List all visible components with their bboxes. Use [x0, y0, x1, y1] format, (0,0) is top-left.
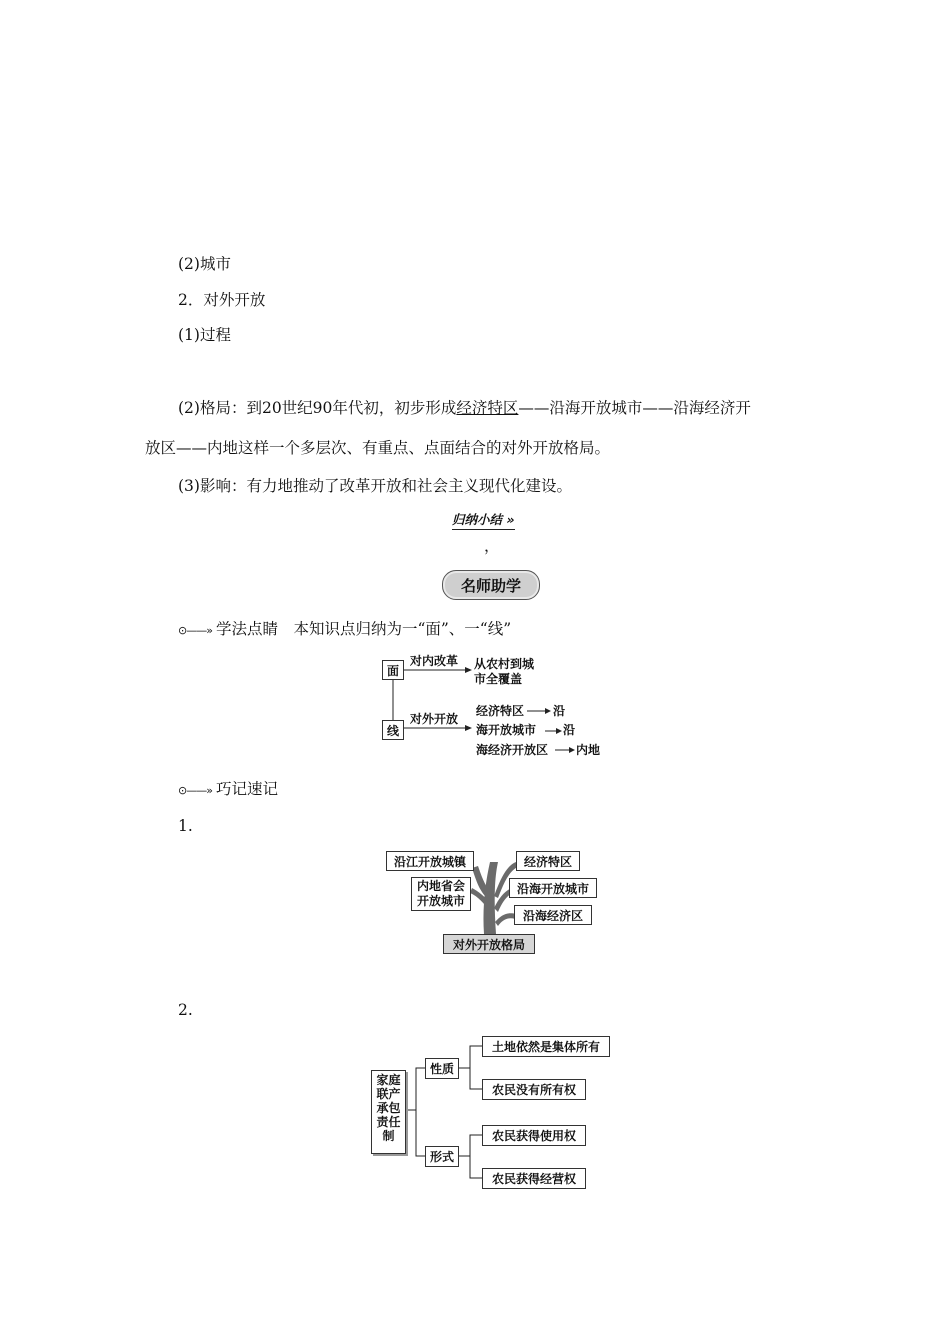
system-root-line1: 家庭 — [376, 1073, 401, 1087]
sequence-1: 经济特区 — [476, 704, 525, 718]
heading-city: (2)城市 — [178, 255, 231, 273]
pattern-text-post: ——沿海开放城市——沿海经济开 — [518, 399, 751, 417]
tree-left-2-line2: 开放城市 — [416, 894, 465, 908]
label-external-opening: 对外开放 — [410, 712, 459, 726]
teacher-help-badge: 名师助学 — [442, 570, 540, 600]
tree-root: 对外开放格局 — [443, 934, 535, 954]
sequence-2-tail: 沿 — [563, 723, 576, 737]
sequence-3: 海经济开放区 — [476, 743, 549, 757]
system-root-line3: 承包 — [376, 1101, 401, 1115]
tree-right-1: 经济特区 — [516, 851, 580, 871]
pattern-underlined: 经济特区 — [456, 399, 519, 417]
heading-opening: 2．对外开放 — [178, 291, 266, 309]
sequence-3-tail: 内地 — [576, 743, 601, 757]
box-mian: 面 — [382, 660, 404, 680]
system-nature: 性质 — [425, 1058, 459, 1079]
system-nature-2: 农民没有所有权 — [482, 1079, 586, 1100]
item-number-2: 2. — [178, 1001, 193, 1019]
system-root-line5: 制 — [382, 1129, 395, 1143]
system-form-2: 农民获得经营权 — [482, 1168, 586, 1189]
internal-result-1: 从农村到城 — [474, 657, 535, 671]
tree-left-2-line1: 内地省会 — [416, 879, 465, 893]
box-xian: 线 — [382, 720, 404, 740]
sequence-2: 海开放城市 — [476, 723, 537, 737]
tree-right-2: 沿海开放城市 — [509, 878, 597, 898]
system-root — [371, 1070, 406, 1154]
bullet-arrow-icon: ⊙——» — [178, 784, 212, 797]
internal-result-2: 市全覆盖 — [474, 672, 523, 686]
paragraph-pattern-cont: 放区——内地这样一个多层次、有重点、点面结合的对外开放格局。 — [145, 439, 611, 457]
heading-process: (1)过程 — [178, 326, 231, 344]
double-chevron-icon: » — [506, 512, 515, 527]
tree-right-3: 沿海经济区 — [514, 905, 592, 925]
pattern-text-pre: (2)格局：到20世纪90年代初，初步形成 — [178, 399, 457, 417]
summary-label: 归纳小结 — [452, 512, 503, 527]
system-form: 形式 — [425, 1146, 459, 1167]
bullet-arrow-icon: ⊙——» — [178, 624, 212, 637]
system-nature-1: 土地依然是集体所有 — [482, 1036, 610, 1057]
tip-method-text: 学法点睛 本知识点归纳为一“面”、一“线” — [215, 620, 512, 638]
tree-left-1: 沿江开放城镇 — [386, 851, 474, 871]
summary-comma: ， — [484, 537, 500, 555]
paragraph-impact: (3)影响：有力地推动了改革开放和社会主义现代化建设。 — [178, 477, 572, 495]
tip-memory-text: 巧记速记 — [215, 780, 278, 798]
system-root-line4: 责任 — [376, 1115, 401, 1129]
label-internal-reform: 对内改革 — [410, 654, 459, 668]
system-root-line2: 联产 — [376, 1087, 401, 1101]
sequence-1-tail: 沿 — [553, 704, 566, 718]
system-form-1: 农民获得使用权 — [482, 1125, 586, 1146]
item-number-1: 1. — [178, 817, 193, 835]
